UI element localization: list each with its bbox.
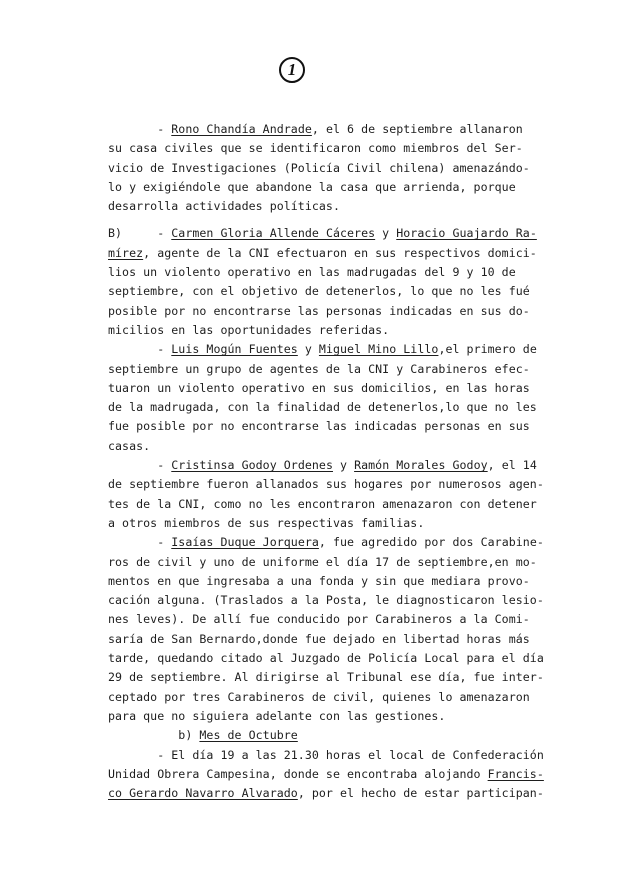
text-segment: ,el primero de xyxy=(438,342,537,357)
text-segment: , agente de la CNI efectuaron en sus respectivos domici- xyxy=(143,245,537,260)
text-line xyxy=(108,630,578,649)
text-segment: - xyxy=(108,342,172,357)
text-line xyxy=(108,591,578,610)
text-segment: su casa civiles que se identificaron como miembros del Ser- xyxy=(108,141,523,156)
text-segment: Unidad Obrera Campesina, donde se encontraba alojando xyxy=(108,766,488,781)
underlined-name: Horacio Guajardo Ra- xyxy=(396,226,537,241)
text-segment: lios un violento operativo en las madrugadas del 9 y 10 de xyxy=(108,265,516,280)
text-line xyxy=(108,707,578,726)
text-segment: y xyxy=(332,458,355,473)
text-line xyxy=(108,263,578,282)
text-line xyxy=(108,514,578,533)
text-line xyxy=(108,553,578,572)
text-line xyxy=(108,784,578,803)
text-segment: - El día 19 a las 21.30 horas el local de Confederación xyxy=(108,747,544,762)
text-line xyxy=(108,726,578,745)
text-line xyxy=(108,533,578,552)
underlined-name: Luis Mogún Fuentes xyxy=(171,342,298,357)
text-segment: tarde, quedando citado al Juzgado de Policía Local para el día xyxy=(108,651,544,666)
text-segment: de la madrugada, con la finalidad de detenerlos,lo que no les xyxy=(108,400,537,415)
text-segment: fue posible por no encontrarse las indicadas personas en sus xyxy=(108,419,530,434)
text-segment: - xyxy=(108,122,172,136)
text-line xyxy=(108,379,578,398)
text-segment: y xyxy=(375,226,397,241)
text-segment: 29 de septiembre. Al dirigirse al Tribunal ese día, fue inter- xyxy=(108,670,544,685)
text-segment: nes leves). De allí fue conducido por Carabineros a la Comi- xyxy=(108,612,530,627)
text-line xyxy=(108,746,578,765)
text-segment: micilios en las oportunidades referidas. xyxy=(108,322,390,337)
underlined-name: Rono Chandía Andrade xyxy=(171,122,312,136)
text-line xyxy=(108,398,578,417)
text-line xyxy=(108,120,578,139)
underlined-name: Ramón Morales Godoy xyxy=(354,458,488,473)
text-segment: y xyxy=(297,342,319,357)
text-line xyxy=(108,668,578,687)
text-line xyxy=(108,197,578,216)
text-segment: septiembre, con el objetivo de detenerlos, lo que no les fué xyxy=(108,284,530,299)
text-line xyxy=(108,340,578,359)
text-line xyxy=(108,282,578,301)
underlined-name: Miguel Mino Lillo xyxy=(318,342,439,357)
text-segment: casas. xyxy=(108,438,151,453)
text-line xyxy=(108,178,578,197)
text-segment: septiembre un grupo de agentes de la CNI y Carabineros efec- xyxy=(108,361,530,376)
text-segment: - xyxy=(108,458,172,473)
text-segment: de septiembre fueron allanados sus hogares por numerosos agen- xyxy=(108,477,544,492)
text-segment: tuaron un violento operativo en sus domicilios, en las horas xyxy=(108,380,530,395)
text-line xyxy=(108,139,578,158)
text-line xyxy=(108,417,578,436)
underlined-name: Mes de Octubre xyxy=(199,728,298,743)
text-line xyxy=(108,649,578,668)
text-segment: ceptado por tres Carabineros de civil, quienes lo amenazaron xyxy=(108,689,530,704)
text-line xyxy=(108,495,578,514)
text-line xyxy=(108,475,578,494)
text-segment: saría de San Bernardo,donde fue dejado en libertad horas más xyxy=(108,631,530,646)
text-line xyxy=(108,360,578,379)
text-segment: ros de civil y uno de uniforme el día 17 de septiembre,en mo- xyxy=(108,554,537,569)
text-segment: posible por no encontrarse las personas indicadas en sus do- xyxy=(108,303,530,318)
text-line xyxy=(108,437,578,456)
text-segment: a otros miembros de sus respectivas familias. xyxy=(108,515,425,530)
text-line xyxy=(108,244,578,263)
text-line xyxy=(108,765,578,784)
text-line xyxy=(108,302,578,321)
text-segment: - xyxy=(108,535,172,550)
text-segment: tes de la CNI, como no les encontraron amenazaron con detener xyxy=(108,496,537,511)
text-segment: B) - xyxy=(108,226,172,241)
underlined-name: Isaías Duque Jorquera xyxy=(171,535,319,550)
text-line xyxy=(108,610,578,629)
text-line xyxy=(108,321,578,340)
text-segment: , fue agredido por dos Carabine- xyxy=(318,535,544,550)
text-segment: , por el hecho de estar participan- xyxy=(297,786,544,801)
text-segment: , el 6 de septiembre allanaron xyxy=(311,122,523,136)
text-segment: , el 14 xyxy=(487,458,537,473)
text-line xyxy=(108,224,578,243)
text-segment: b) xyxy=(108,728,200,743)
text-line xyxy=(108,456,578,475)
text-segment: mentos en que ingresaba a una fonda y sin que mediara provo- xyxy=(108,573,530,588)
document-body xyxy=(108,120,578,803)
text-segment: vicio de Investigaciones (Policía Civil chilena) amenazándo- xyxy=(108,160,530,175)
underlined-name: co Gerardo Navarro Alvarado xyxy=(108,786,298,801)
underlined-name: Francis- xyxy=(487,766,544,781)
underlined-name: Cristinsa Godoy Ordenes xyxy=(171,458,333,473)
text-line xyxy=(108,688,578,707)
text-line xyxy=(108,159,578,178)
text-segment: para que no siguiera adelante con las gestiones. xyxy=(108,708,446,723)
text-segment: cación alguna. (Traslados a la Posta, le diagnosticaron lesio- xyxy=(108,593,544,608)
text-line xyxy=(108,572,578,591)
text-segment: desarrolla actividades políticas. xyxy=(108,199,340,214)
paragraph-gap xyxy=(108,216,578,224)
underlined-name: Carmen Gloria Allende Cáceres xyxy=(171,226,376,241)
text-segment: lo y exigiéndole que abandone la casa que arrienda, porque xyxy=(108,179,516,194)
page-number-badge: 1 xyxy=(279,57,305,83)
underlined-name: mírez xyxy=(108,245,144,260)
